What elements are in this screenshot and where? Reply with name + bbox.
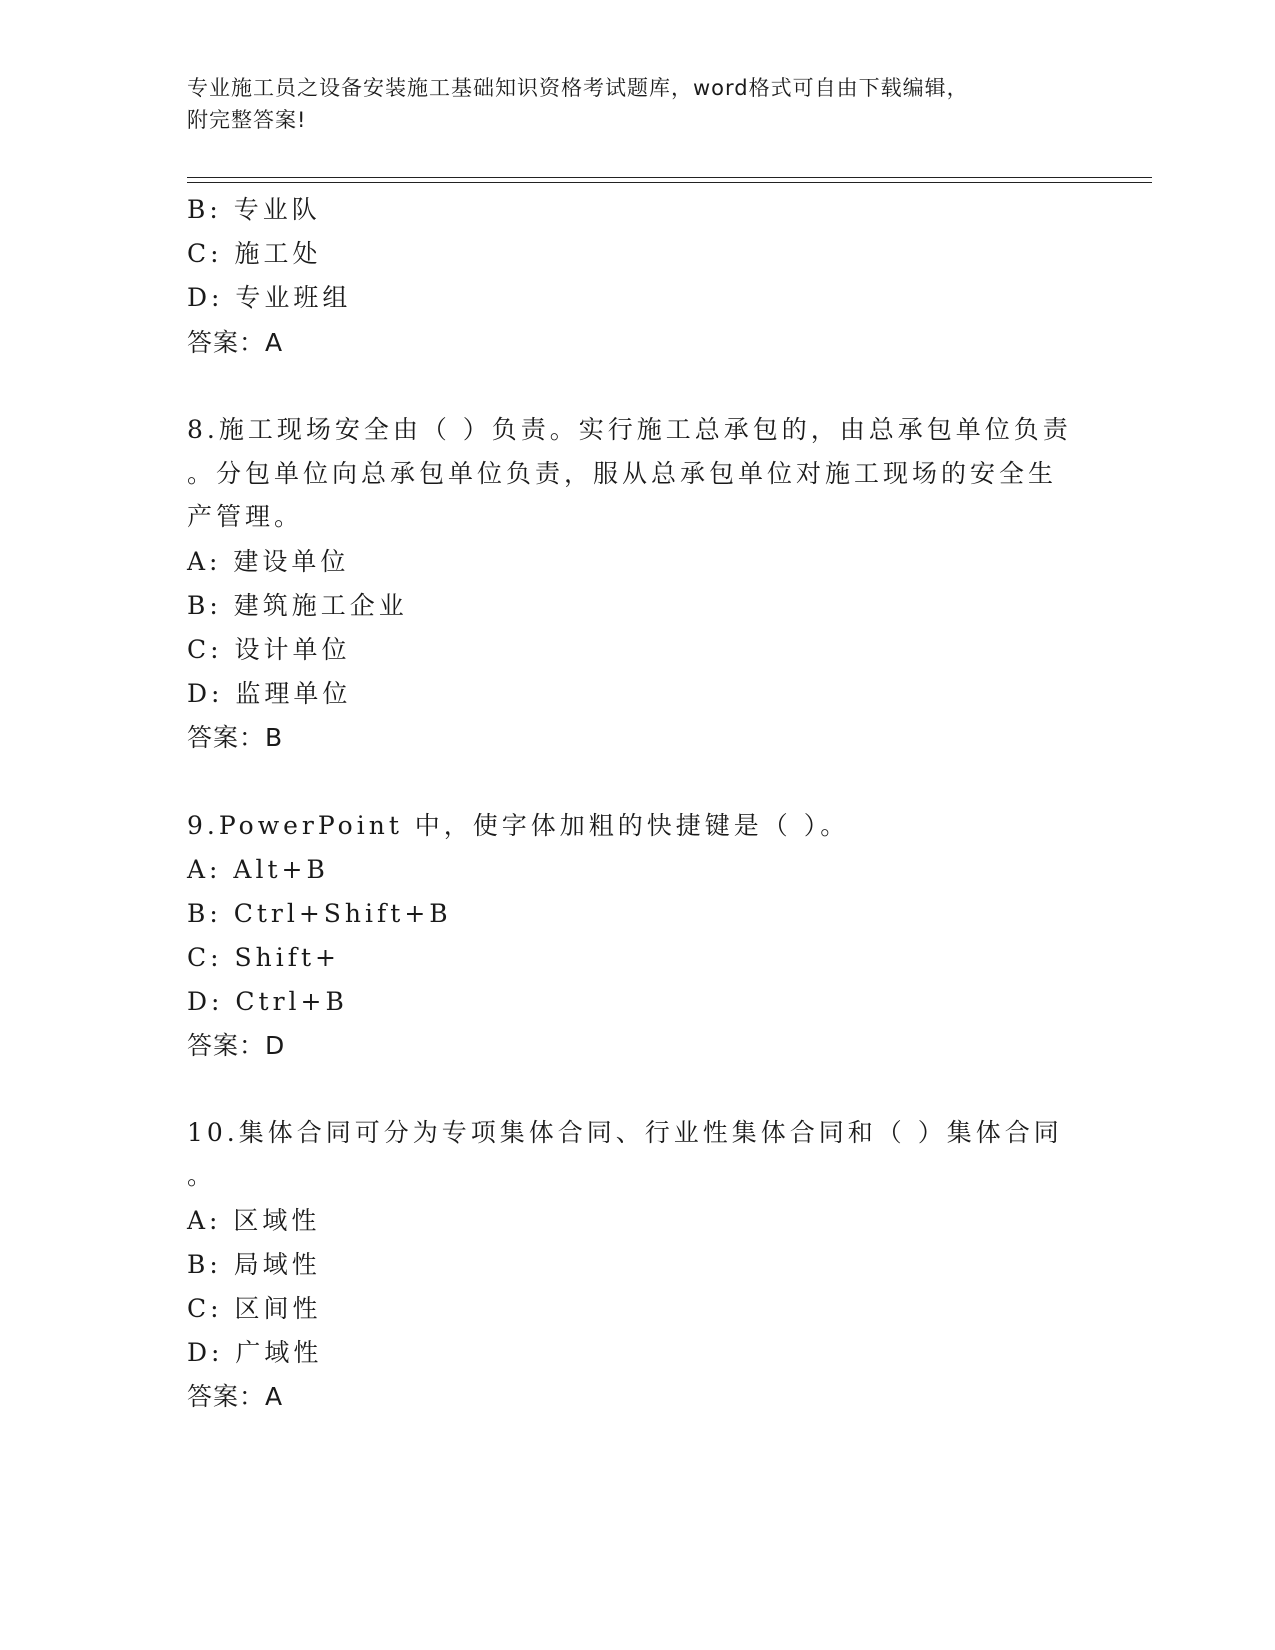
header-line-2: 附完整答案! [187, 108, 307, 132]
q8-option-c: C: 设计单位 [187, 635, 351, 664]
document-header [187, 72, 1087, 136]
q7-answer: 答案：A [187, 328, 284, 357]
q10-answer: 答案：A [187, 1382, 284, 1411]
q9-option-a: A: Alt+B [187, 855, 329, 884]
header-line-1: 专业施工员之设备安装施工基础知识资格考试题库，word格式可自由下载编辑， [187, 76, 969, 100]
q10-stem-line-1: 10.集体合同可分为专项集体合同、行业性集体合同和（ ）集体合同 [187, 1118, 1063, 1147]
q8-option-d: D: 监理单位 [187, 679, 352, 708]
q9-option-c: C: Shift+ [187, 943, 340, 972]
header-divider-bottom [187, 182, 1152, 183]
q7-option-c: C: 施工处 [187, 239, 322, 268]
q8-option-b: B: 建筑施工企业 [187, 591, 408, 620]
q10-option-a: A: 区域性 [187, 1206, 321, 1235]
q7-option-b: B: 专业队 [187, 195, 321, 224]
q10-option-b: B: 局域性 [187, 1250, 321, 1279]
q8-stem-line-1: 8.施工现场安全由（ ）负责。实行施工总承包的，由总承包单位负责 [187, 415, 1072, 444]
q9-stem-line-1: 9.PowerPoint 中，使字体加粗的快捷键是（ ）。 [187, 811, 850, 840]
q8-stem-line-3: 产管理。 [187, 502, 304, 531]
q9-option-b: B: Ctrl+Shift+B [187, 899, 452, 928]
q10-option-c: C: 区间性 [187, 1294, 322, 1323]
q8-answer: 答案：B [187, 723, 284, 752]
q10-stem-line-2: 。 [187, 1161, 217, 1190]
q8-option-a: A: 建设单位 [187, 547, 350, 576]
header-divider-top [187, 177, 1152, 178]
q7-option-d: D: 专业班组 [187, 283, 352, 312]
q9-option-d: D: Ctrl+B [187, 987, 348, 1016]
q10-option-d: D: 广域性 [187, 1338, 323, 1367]
q8-stem-line-2: 。分包单位向总承包单位负责，服从总承包单位对施工现场的安全生 [187, 459, 1058, 488]
q9-answer: 答案：D [187, 1031, 286, 1060]
